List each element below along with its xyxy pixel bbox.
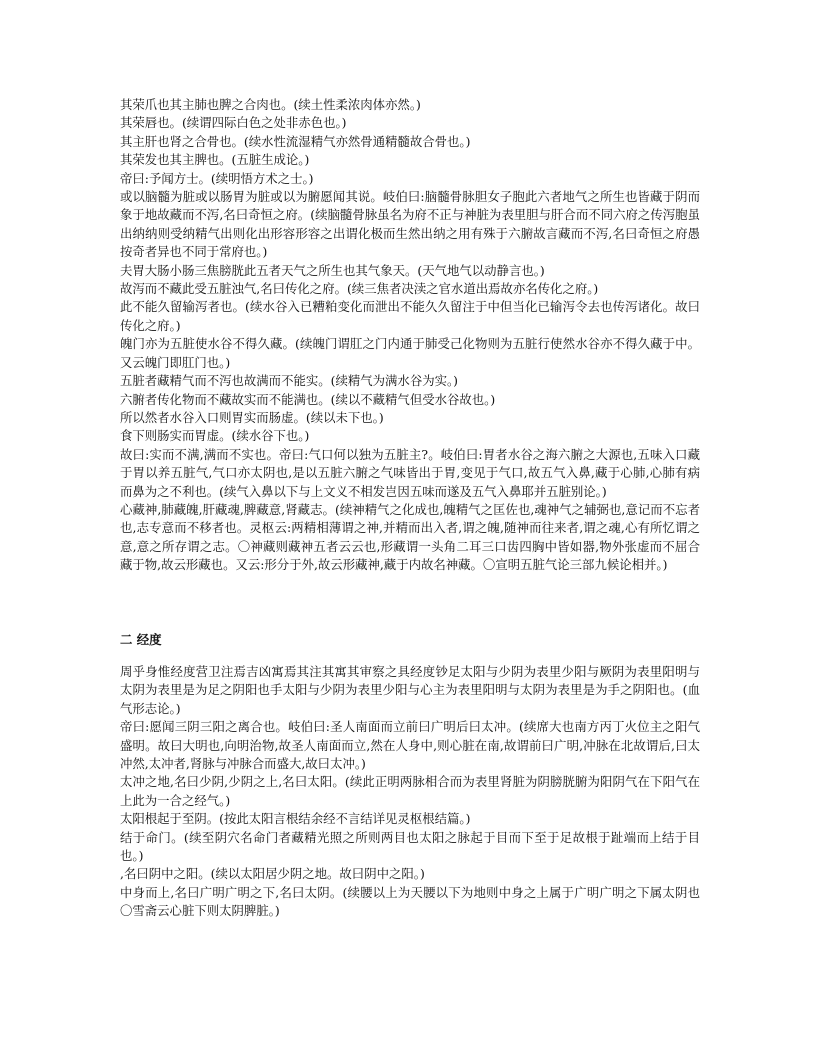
- document-page: [120, 96, 700, 921]
- paragraph: ,名曰阴中之阳。(续以太阳居少阴之地。故曰阴中之阳。): [120, 866, 425, 882]
- section-viscera-text: [120, 96, 700, 575]
- section-spacer: [120, 575, 700, 631]
- paragraph: 结于命门。(续至阴穴名命门者藏精光照之所则两目也太阳之脉起于目而下至于足故根于趾端而上结于目也。): [120, 829, 700, 864]
- paragraph: 周乎身惟经度营卫注焉吉凶寓焉其注其寓其审察之具经度钞足太阳与少阴为表里少阳与厥阴为表里阳明与太阴为表里是为足之阴阳也手太阳与少阴为表里少阳与心主为表里阳明与太阴为表里是为手之阴阳也。(血气形志论。): [120, 663, 700, 716]
- paragraph: 帝曰:愿闻三阴三阳之离合也。岐伯曰:圣人南面而立前曰广明后曰太冲。(续席大也南方丙丁火位主之阳气盛明。故曰大明也,向明治物,故圣人南面而立,然在人身中,则心脏在南,故谓前曰广明,冲脉在北故谓后,曰太冲然,太冲者,肾脉与冲脉合而盛大,故曰太冲。): [120, 719, 700, 771]
- paragraph: 六腑者传化物而不藏故实而不能满也。(续以不藏精气但受水谷故也。): [120, 391, 496, 407]
- paragraph: 食下则肠实而胃虚。(续水谷下也。): [120, 428, 310, 444]
- paragraph: 其主肝也肾之合骨也。(续水性流湿精气亦然骨通精髓故合骨也。): [120, 133, 471, 149]
- paragraph: 太阳根起于至阴。(按此太阳言根结余经不言结详见灵枢根结篇。): [120, 811, 471, 827]
- paragraph: 五脏者藏精气而不泻也故满而不能实。(续精气为满水谷为实。): [120, 373, 459, 389]
- paragraph: 夫胃大肠小肠三焦膀胱此五者天气之所生也其气象天。(天气地气以动静言也。): [120, 262, 545, 278]
- paragraph: 故泻而不藏此受五脏浊气,名曰传化之府。(续三焦者决渎之官水道出焉故亦名传化之府。): [120, 281, 599, 297]
- paragraph: 太冲之地,名曰少阴,少阴之上,名曰太阳。(续此正明两脉相合而为表里肾脏为阴膀胱腑为阳阴气在下阳气在上此为一合之经气。): [120, 774, 700, 808]
- paragraph: 帝曰:予闻方士。(续明悟方术之士。): [120, 170, 314, 186]
- paragraph: 或以脑髓为脏或以肠胃为脏或以为腑愿闻其说。岐伯曰:脑髓骨脉胆女子胞此六者地气之所生也皆藏于阴而象于地故藏而不泻,名曰奇恒之府。(续脑髓骨脉虽名为府不正与神脏为表里胆与肝合而不同六府之传泻胞虽出纳纳则受纳精气出则化出形容形容之出谓化极而生然出纳之用有殊于六腑故言藏而不泻,名曰奇恒之府愚按奇者异也不同于常府也。): [120, 189, 700, 260]
- heading-spacer: [120, 649, 700, 663]
- paragraph: 其荣发也其主脾也。(五脏生成论。): [120, 152, 310, 168]
- paragraph: 所以然者水谷入口则胃实而肠虚。(续以未下也。): [120, 409, 384, 425]
- section-meridian-text: [120, 663, 700, 921]
- paragraph: 其荣唇也。(续谓四际白色之处非赤色也。): [120, 115, 347, 131]
- paragraph: 心藏神,肺藏魄,肝藏魂,脾藏意,肾藏志。(续神精气之化成也,魄精气之匡佐也,魂神气之辅弼也,意记而不忘者也,志专意而不移者也。灵枢云:两精相薄谓之神,并精而出入者,谓之魄,随神而往来者,谓之魂,心有所忆谓之意,意之所存谓之志。〇神藏则藏神五者云云也,形藏谓一头角二耳三口齿四胸中皆如器,物外张虚而不屈合藏于物,故云形藏也。又云:形分于外,故云形藏神,藏于内故名神藏。〇宣明五脏气论三部九候论相并。): [120, 501, 700, 573]
- paragraph: 故曰:实而不满,满而不实也。帝曰:气口何以独为五脏主?。岐伯曰:胃者水谷之海六腑之大源也,五味入口藏于胃以养五脏气,气口亦太阴也,是以五脏六腑之气味皆出于胃,变见于气口,故五气入鼻,藏于心肺,心肺有病而鼻为之不利也。(续气入鼻以下与上文义不相发岂因五味而遂及五气入鼻耶并五脏别论。): [120, 446, 700, 499]
- paragraph: 魄门亦为五脏使水谷不得久藏。(续魄门谓肛之门内通于肺受己化物则为五脏行使然水谷亦不得久藏于中。又云魄门即肛门也。): [120, 336, 700, 370]
- paragraph: 此不能久留输泻者也。(续水谷入已糟粕变化而泄出不能久久留注于中但当化已输泻令去也传泻诸化。故曰传化之府。): [120, 299, 700, 333]
- section-heading: 二 经度: [120, 631, 162, 647]
- paragraph: 其荣爪也其主肺也脾之合肉也。(续土性柔浓肉体亦然。): [120, 97, 421, 112]
- paragraph: 中身而上,名曰广明广明之下,名曰太阴。(续腰以上为天腰以下为地则中身之上属于广明广明之下属太阴也〇雪斋云心脏下则太阴脾脏。): [120, 884, 700, 919]
